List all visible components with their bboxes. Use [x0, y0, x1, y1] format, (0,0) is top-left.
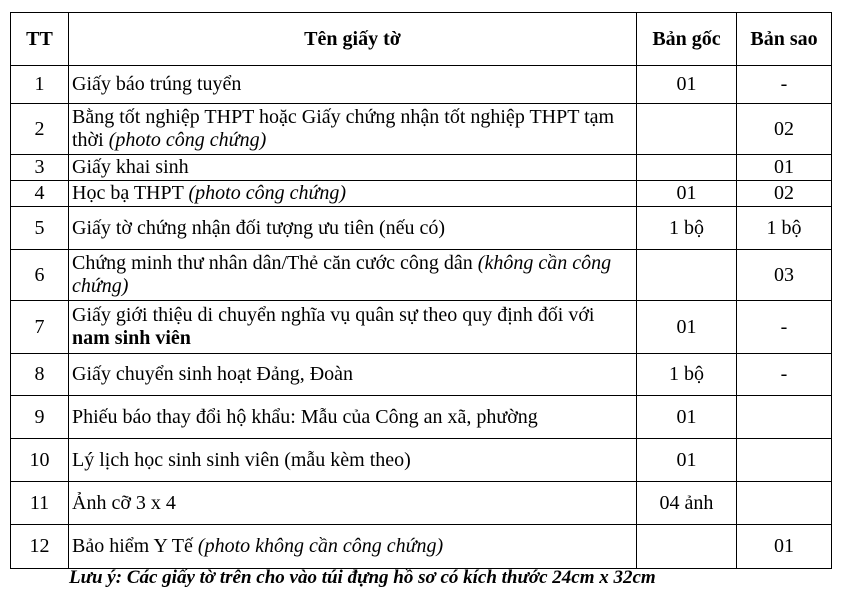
row-document-name	[69, 104, 637, 155]
document-name-text: Ảnh cỡ 3 x 4	[72, 491, 176, 514]
row-document-name	[69, 396, 637, 439]
row-copy-count: 01	[737, 155, 832, 181]
row-document-name	[69, 250, 637, 301]
header-original: Bản gốc	[637, 13, 737, 66]
document-name-text: Giấy giới thiệu di chuyển nghĩa vụ quân sự theo quy định đối với	[72, 304, 595, 326]
row-number: 7	[11, 301, 69, 354]
table-row	[11, 104, 832, 155]
row-document-name	[69, 354, 637, 396]
document-name-text: Học bạ THPT	[72, 182, 184, 204]
table-row	[11, 301, 832, 354]
row-original-count: 01	[637, 66, 737, 104]
table-row	[11, 396, 832, 439]
row-original-count: 1 bộ	[637, 354, 737, 396]
row-original-count	[637, 104, 737, 155]
row-original-count	[637, 155, 737, 181]
document-name-text: Bằng tốt nghiệp THPT hoặc Giấy chứng nhận tốt nghiệp THPT tạm thời	[72, 106, 615, 151]
row-copy-count: -	[737, 301, 832, 354]
document-name-text: Giấy tờ chứng nhận đối tượng ưu tiên (nếu có)	[72, 216, 446, 239]
row-copy-count: 02	[737, 104, 832, 155]
document-name-text: Phiếu báo thay đổi hộ khẩu: Mẫu của Công an xã, phường	[72, 405, 538, 428]
document-name-emphasis: nam sinh viên	[72, 327, 191, 349]
row-number: 11	[11, 482, 69, 525]
row-document-name	[69, 439, 637, 482]
row-document-name	[69, 525, 637, 569]
row-number: 8	[11, 354, 69, 396]
row-copy-count: -	[737, 66, 832, 104]
table-header-row	[11, 13, 832, 66]
document-name-note: (photo không cần công chứng)	[197, 535, 444, 557]
row-copy-count: 02	[737, 181, 832, 207]
document-name-note: (photo công chứng)	[188, 182, 347, 204]
row-number: 2	[11, 104, 69, 155]
row-number: 3	[11, 155, 69, 181]
table-row	[11, 354, 832, 396]
row-number: 5	[11, 207, 69, 250]
row-document-name	[69, 207, 637, 250]
document-name-note: (không cần công chứng)	[72, 252, 612, 297]
row-original-count: 1 bộ	[637, 207, 737, 250]
document-name-note: (photo công chứng)	[108, 129, 267, 151]
row-original-count: 04 ảnh	[637, 482, 737, 525]
row-copy-count	[737, 396, 832, 439]
row-document-name	[69, 482, 637, 525]
header-tt: TT	[11, 13, 69, 66]
row-number: 4	[11, 181, 69, 207]
row-original-count	[637, 250, 737, 301]
header-document-name: Tên giấy tờ	[69, 13, 637, 66]
row-copy-count	[737, 439, 832, 482]
header-copy: Bản sao	[737, 13, 832, 66]
row-number: 9	[11, 396, 69, 439]
table-row	[11, 181, 832, 207]
row-document-name	[69, 155, 637, 181]
document-name-text: Chứng minh thư nhân dân/Thẻ căn cước công dân	[72, 252, 473, 274]
row-copy-count: 03	[737, 250, 832, 301]
row-document-name	[69, 181, 637, 207]
row-number: 10	[11, 439, 69, 482]
document-name-text: Giấy chuyển sinh hoạt Đảng, Đoàn	[72, 363, 354, 385]
row-original-count: 01	[637, 181, 737, 207]
row-original-count: 01	[637, 301, 737, 354]
row-original-count	[637, 525, 737, 569]
footer-note: Lưu ý: Các giấy tờ trên cho vào túi đựng hồ sơ có kích thước 24cm x 32cm	[69, 567, 656, 588]
document-name-text: Giấy báo trúng tuyển	[72, 73, 242, 95]
row-copy-count: -	[737, 354, 832, 396]
table-row	[11, 207, 832, 250]
document-name-text: Lý lịch học sinh sinh viên (mẫu kèm theo)	[72, 448, 411, 471]
table-row	[11, 155, 832, 181]
table-row	[11, 525, 832, 569]
row-number: 1	[11, 66, 69, 104]
row-original-count: 01	[637, 439, 737, 482]
document-name-text: Bảo hiểm Y Tế	[72, 535, 193, 557]
table-row	[11, 439, 832, 482]
document-name-text: Giấy khai sinh	[72, 156, 189, 178]
row-copy-count: 01	[737, 525, 832, 569]
row-copy-count: 1 bộ	[737, 207, 832, 250]
documents-table	[10, 12, 832, 569]
row-number: 6	[11, 250, 69, 301]
row-copy-count	[737, 482, 832, 525]
row-original-count: 01	[637, 396, 737, 439]
table-row	[11, 482, 832, 525]
table-row	[11, 250, 832, 301]
table-row	[11, 66, 832, 104]
row-number: 12	[11, 525, 69, 569]
row-document-name	[69, 301, 637, 354]
row-document-name	[69, 66, 637, 104]
